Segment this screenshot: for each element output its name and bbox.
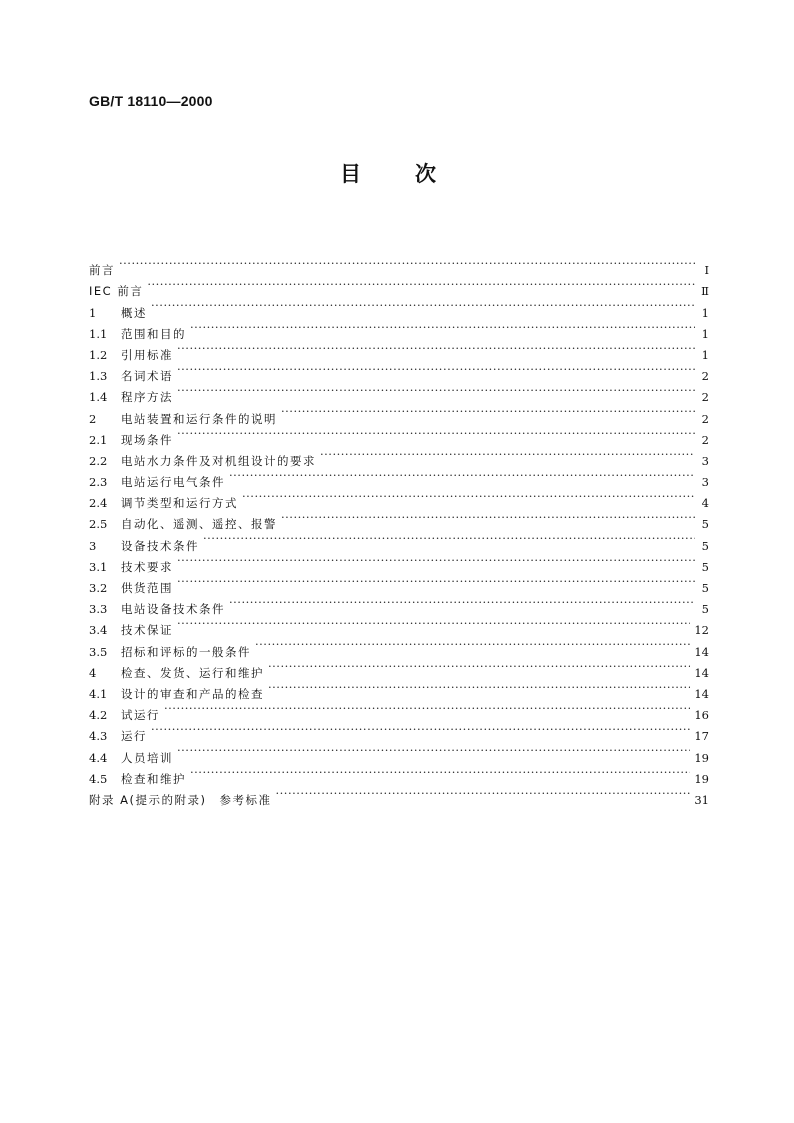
toc-leader-dots [229,465,695,486]
toc-leader-dots [190,317,695,338]
toc-entry[interactable] [89,444,709,468]
table-of-contents [89,253,709,807]
toc-entry-page: 5 [701,538,709,553]
toc-leader-dots [242,486,695,507]
toc-entry-page: 3 [701,475,709,490]
toc-entry-title: 电站水力条件及对机组设计的要求 [121,453,316,468]
toc-entry-page: 16 [694,708,709,723]
toc-entry-page: 2 [701,432,709,447]
toc-entry-number: 4.5 [89,771,108,786]
toc-entry-page: 2 [701,369,709,384]
toc-entry-title: 检查和维护 [121,771,186,786]
standard-code: GB/T 18110—2000 [89,93,213,109]
toc-entry-number: 2.3 [89,475,108,490]
toc-entry-page: 1 [701,347,709,362]
toc-entry-title: 运行 [121,729,147,744]
toc-entry-number: 2 [89,411,97,426]
toc-entry-number: 4.4 [89,750,108,765]
toc-entry-title: 设计的审查和产品的检查 [121,686,264,701]
toc-entry-page: 19 [694,771,709,786]
toc-entry-number: 3 [89,538,97,553]
toc-leader-dots [164,698,690,719]
toc-entry-title: IEC 前言 [89,284,144,299]
toc-entry-title: 检查、发货、运行和维护 [121,665,264,680]
toc-entry-title: 技术保证 [121,623,173,638]
toc-entry-number: 1.2 [89,347,108,362]
toc-entry-title: 供货范围 [121,581,173,595]
toc-leader-dots [177,571,695,592]
toc-entry[interactable] [89,359,709,384]
toc-entry-page: 4 [701,496,709,511]
toc-leader-dots [268,677,690,698]
toc-entry[interactable] [89,571,709,595]
toc-entry-title: 人员培训 [121,750,173,765]
toc-entry-number: 3.5 [89,644,108,659]
page-title: 目次 [340,162,490,186]
toc-entry[interactable] [89,423,709,447]
toc-entry-page: Ⅰ [704,263,709,278]
toc-entry-title: 电站装置和运行条件的说明 [121,411,277,426]
toc-entry-page: 14 [694,644,709,659]
toc-leader-dots [268,656,690,677]
toc-entry-page: 14 [694,665,709,680]
toc-entry-number: 4.3 [89,729,108,744]
toc-entry-title: 自动化、遥测、遥控、报警 [121,517,277,532]
toc-entry-title: 概述 [121,305,147,320]
toc-entry[interactable] [89,550,709,574]
toc-leader-dots [177,359,695,380]
toc-leader-dots [281,507,695,528]
toc-entry-page: 31 [694,792,709,807]
toc-entry-title: 前言 [89,263,115,278]
toc-entry-title: 附录 A(提示的附录) 参考标准 [89,792,272,807]
toc-entry[interactable] [89,719,709,744]
toc-entry-number: 3.1 [89,559,108,574]
toc-leader-dots [177,613,690,634]
toc-leader-dots [203,528,695,549]
toc-leader-dots [119,253,695,274]
toc-entry-page: 5 [701,559,709,574]
toc-entry-number: 1.1 [89,326,108,341]
toc-entry[interactable] [89,295,709,320]
toc-entry-title: 名词术语 [121,369,173,384]
toc-entry-number: 3.2 [89,581,108,595]
toc-entry-title: 程序方法 [121,390,173,405]
toc-entry-title: 范围和目的 [121,326,186,341]
toc-entry-number: 2.1 [89,432,108,447]
toc-entry-title: 招标和评标的一般条件 [121,644,251,659]
toc-leader-dots [276,783,691,804]
toc-entry[interactable] [89,401,709,426]
toc-leader-dots [147,274,695,295]
toc-leader-dots [177,740,690,761]
toc-entry-number: 4.1 [89,686,108,701]
toc-entry[interactable] [89,592,709,617]
toc-entry-page: 5 [701,602,709,617]
toc-entry-number: 2.5 [89,517,108,532]
toc-entry-page: 5 [701,517,709,532]
toc-entry-page: 14 [694,686,709,701]
toc-leader-dots [177,380,695,401]
toc-leader-dots [320,444,695,465]
toc-entry-number: 3.3 [89,602,108,617]
toc-entry-page: 12 [694,623,709,638]
toc-entry-title: 现场条件 [121,432,173,447]
toc-entry[interactable] [89,253,709,278]
toc-entry-number: 2.4 [89,496,108,511]
toc-entry-title: 引用标准 [121,347,173,362]
toc-entry-number: 3.4 [89,623,108,638]
toc-entry[interactable] [89,274,709,299]
toc-leader-dots [177,423,695,444]
toc-entry-number: 1.3 [89,369,108,384]
toc-entry[interactable] [89,762,709,786]
toc-entry-title: 调节类型和运行方式 [121,496,238,511]
toc-entry-title: 设备技术条件 [121,538,199,553]
toc-entry-number: 1 [89,305,97,320]
toc-entry-page: 2 [701,411,709,426]
toc-leader-dots [151,719,690,740]
toc-entry-page: Ⅱ [701,284,709,299]
toc-leader-dots [281,401,695,422]
toc-entry-title: 电站设备技术条件 [121,602,225,617]
toc-entry-page: 1 [701,326,709,341]
toc-entry-page: 2 [701,390,709,405]
toc-entry-number: 2.2 [89,453,108,468]
toc-entry-title: 电站运行电气条件 [121,475,225,490]
toc-entry[interactable] [89,634,709,659]
toc-entry-page: 1 [701,305,709,320]
toc-entry-page: 5 [701,581,709,595]
toc-entry[interactable] [89,317,709,341]
toc-entry-number: 1.4 [89,390,108,405]
toc-entry-title: 试运行 [121,708,160,723]
toc-entry[interactable] [89,380,709,405]
toc-entry-title: 技术要求 [121,559,173,574]
toc-entry[interactable] [89,740,709,765]
toc-entry[interactable] [89,613,709,638]
toc-entry-number: 4.2 [89,708,108,723]
toc-leader-dots [177,338,695,359]
toc-entry-page: 3 [701,453,709,468]
toc-entry-page: 19 [694,750,709,765]
toc-leader-dots [177,550,695,571]
toc-entry-page: 17 [694,729,709,744]
toc-entry[interactable] [89,338,709,362]
toc-entry[interactable] [89,698,709,723]
toc-entry-number: 4 [89,665,97,680]
toc-leader-dots [255,634,690,655]
toc-leader-dots [190,762,690,783]
toc-leader-dots [151,295,695,316]
toc-leader-dots [229,592,695,613]
